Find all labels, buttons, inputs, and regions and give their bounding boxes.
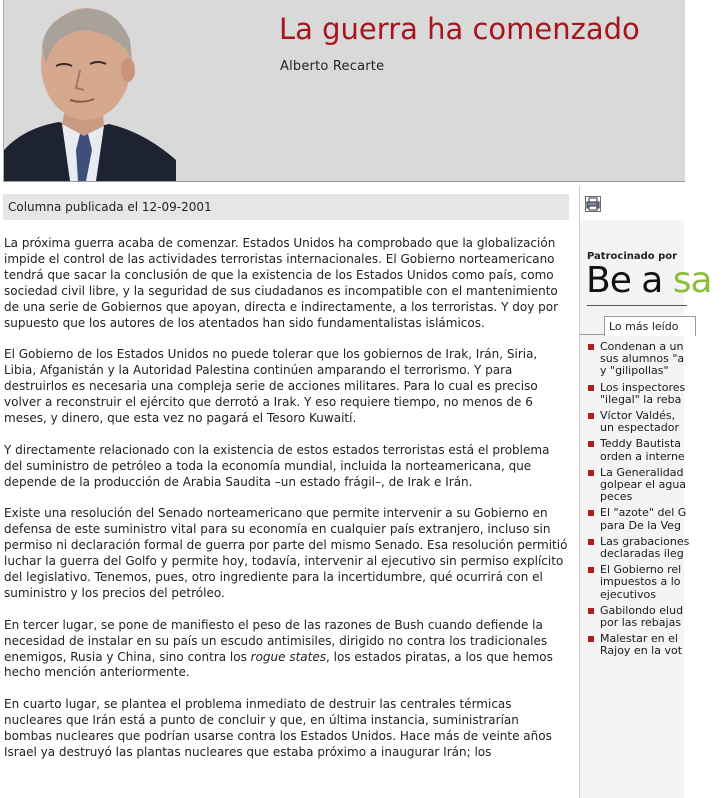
news-item-text: Gabilondo elud por las rebajas <box>600 603 684 630</box>
news-item-text: Las grabaciones declaradas ileg <box>600 534 690 561</box>
square-bullet-icon <box>588 567 594 573</box>
news-item-text: Víctor Valdés, un espectador <box>600 409 680 435</box>
publication-date: Columna publicada el 12-09-2001 <box>8 200 212 214</box>
article-paragraph: Existe una resolución del Senado norteamericano que permite intervenir a su Gobierno en defensa de este suministro vital para su economía en cualquier país extranjero, incluso sin permiso ni declaración formal de guerra por parte del mismo Senado. Esa resolución permitió luchar la guerra del Golfo y permite hoy, todavía, intervenir al ejecutivo sin permiso explícito del legislativo. Tenemos, pues, otro ingrediente para la incertidumbre, qué ocurrirá con el suministro y los precios del petróleo. <box>4 506 568 600</box>
news-item[interactable] <box>588 536 728 560</box>
tab-label: Lo más leído <box>609 320 679 333</box>
sidebar <box>580 220 712 798</box>
news-item-text: Condenan a un sus alumnos "a y "gilipollas" <box>600 340 685 378</box>
square-bullet-icon <box>588 608 594 614</box>
news-item-text: Teddy Bautista orden a interne <box>600 437 685 463</box>
article-paragraph <box>4 618 570 682</box>
news-item[interactable] <box>588 564 728 601</box>
square-bullet-icon <box>588 539 594 545</box>
article-paragraph: En cuarto lugar, se plantea el problema inmediato de destruir las centrales térmicas nucleares que Irán está a punto de concluir y que, en última instancia, suministrarían bombas nucleares que podrían usarse contra los Estados Unidos. Hace más de veinte años Israel ya destruyó las plantas nucleares que estaba próximo a inaugurar Irán; los <box>4 697 552 759</box>
news-item[interactable] <box>588 410 728 434</box>
author-portrait <box>4 0 176 181</box>
square-bullet-icon <box>588 441 594 447</box>
article-paragraph: Y directamente relacionado con la existencia de estos estados terroristas está el problema del suministro de petróleo a toda la economía mundial, incluida la norteamericana, que depende de la producción de Arabia Saudita –un estado frágil–, de Irak e Irán. <box>4 442 550 489</box>
page-title: La guerra ha comenzado <box>279 12 640 46</box>
news-item[interactable] <box>588 605 728 629</box>
news-item[interactable] <box>588 507 728 531</box>
print-icon[interactable] <box>585 196 601 212</box>
tab-most-read[interactable] <box>604 316 696 336</box>
paragraph-text: , los estados piratas, a los que hemos hecho mención anteriormente. <box>4 649 553 680</box>
sponsor-logo[interactable] <box>586 260 712 301</box>
square-bullet-icon <box>588 385 594 391</box>
article-paragraph: El Gobierno de los Estados Unidos no puede tolerar que los gobiernos de Irak, Irán, Siria, Libia, Afganistán y la Autoridad Palestina continúen amparando el terrorismo. Y para destruirlos es necesaria una compleja serie de acciones militares. Para lo cual es preciso volver a reconstruir el ejército que derrotó a Irak. Y eso requiere tiempo, no menos de 6 meses, y dinero, que esta vez no pagará el Tesoro Kuwaití. <box>4 347 538 425</box>
news-item-text: Malestar en el Rajoy en la vot <box>600 632 683 658</box>
paragraph-text: En tercer lugar, se pone de manifiesto el peso de las razones de Bush cuando defiende la necesidad de instalar en su país un escudo antimisiles, dirigido no contra los tradicionales enemigos, Rusia y China, sino contra los <box>4 617 548 664</box>
square-bullet-icon <box>588 470 594 476</box>
article-paragraph: La próxima guerra acaba de comenzar. Estados Unidos ha comprobado que la globalización impide el control de las actividades terroristas internacionales. El Gobierno norteamericano tendrá que sacar la conclusión de que la existencia de los Estados Unidos como país, como sociedad civil libre, y la seguridad de sus ciudadanos es incompatible con el mantenimiento de una serie de Gobiernos que apoyan, directa e indirectamente, a los terroristas. Y doy por supuesto que los autores de los atentados han sido fundamentalistas islámicos. <box>4 236 559 330</box>
news-item[interactable] <box>588 341 728 378</box>
publication-date-bar <box>3 194 569 220</box>
author-name[interactable]: Alberto Recarte <box>280 59 385 74</box>
article-body <box>4 236 570 777</box>
square-bullet-icon <box>588 510 594 516</box>
news-item-text: El Gobierno rel impuestos a lo ejecutivos <box>600 563 682 601</box>
sponsor-label: Patrocinado por <box>587 251 678 262</box>
square-bullet-icon <box>588 413 594 419</box>
column-header <box>3 0 685 182</box>
emphasized-term: rogue states <box>250 649 327 664</box>
news-item[interactable] <box>588 467 728 504</box>
square-bullet-icon <box>588 636 594 642</box>
sponsor-logo-text: Be a <box>586 260 673 301</box>
news-item[interactable] <box>588 382 728 406</box>
sponsor-logo-accent: sa <box>672 260 712 301</box>
news-item-text: La Generalidad golpear el agua peces <box>600 465 687 504</box>
square-bullet-icon <box>588 344 594 350</box>
sponsor-divider <box>587 305 687 306</box>
news-item[interactable] <box>588 633 728 657</box>
news-item[interactable] <box>588 438 728 462</box>
news-item-text: El "azote" del G para De la Veg <box>600 506 687 532</box>
most-read-list <box>588 341 728 662</box>
news-item-text: Los inspectores "ilegal" la reba <box>600 380 686 406</box>
